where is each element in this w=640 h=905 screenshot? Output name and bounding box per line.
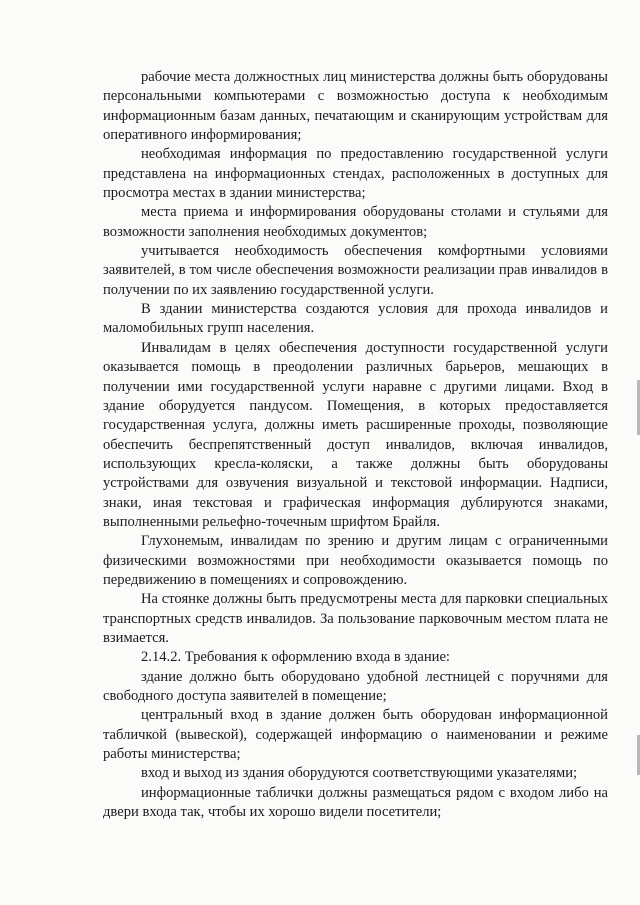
- paragraph-entrance-signs: вход и выход из здания оборудуются соответствующими указателями;: [141, 765, 578, 782]
- paragraph-central-entrance-sign: центральный вход в здание должен быть оборудован информационной табличкой (вывеской), содержащей информацию о наименовании и режиме работы министерства;: [103, 707, 608, 763]
- section-heading-entrance: 2.14.2. Требования к оформлению входа в здание:: [141, 649, 450, 666]
- paragraph-building-access: В здании министерства создаются условия для прохода инвалидов и маломобильных групп населения.: [103, 301, 608, 337]
- document-body: [103, 68, 608, 822]
- paragraph-info-plates: информационные таблички должны размещаться рядом с входом либо на двери входа так, чтобы их хорошо видели посетители;: [103, 784, 608, 821]
- paragraph-stairs-handrails: здание должно быть оборудовано удобной лестницей с поручнями для свободного доступа заявителей в помещение;: [103, 668, 608, 704]
- paragraph-disabled-assistance: Инвалидам в целях обеспечения доступности государственной услуги оказывается помощь в преодолении различных барьеров, мешающих в получении ими государственной услуги наравне с другими лицами. Вход в здание оборудуется пандусом. Помещения, в которых предоставляется государственная услуга, должны иметь расширенные проходы, позволяющие обеспечить беспрепятственный доступ инвалидов, включая инвалидов, использующих кресла-коляски, а также должны быть оборудованы устройствами для озвучения визуальной и текстовой информации. Надписи, знаки, иная текстовая и графическая информация дублируются знаками, выполненными рельефно-точечным шрифтом Брайля.: [103, 339, 608, 530]
- paragraph-workplaces: рабочие места должностных лиц министерства должны быть оборудованы персональными компьютерами с возможностью доступа к необходимым информационным базам данных, печатающим и сканирующим устройствам для оперативного информирования;: [103, 69, 608, 144]
- paragraph-info-stands: необходимая информация по предоставлению государственной услуги представлена на информационных стендах, расположенных в доступных для просмотра местах в здании министерства;: [103, 146, 608, 202]
- paragraph-reception-furniture: места приема и информирования оборудованы столами и стульями для возможности заполнения необходимых документов;: [103, 204, 608, 240]
- paragraph-comfort-conditions: учитывается необходимость обеспечения комфортными условиями заявителей, в том числе обеспечения возможности реализации прав инвалидов в получении по их заявлению государственной услуги.: [103, 243, 608, 298]
- paragraph-deaf-blind-assistance: Глухонемым, инвалидам по зрению и другим лицам с ограниченными физическими возможностями при необходимости оказывается помощь по передвижению в помещениях и сопровождению.: [103, 533, 608, 588]
- paragraph-parking: На стоянке должны быть предусмотрены места для парковки специальных транспортных средств инвалидов. За пользование парковочным местом плата не взимается.: [103, 591, 608, 646]
